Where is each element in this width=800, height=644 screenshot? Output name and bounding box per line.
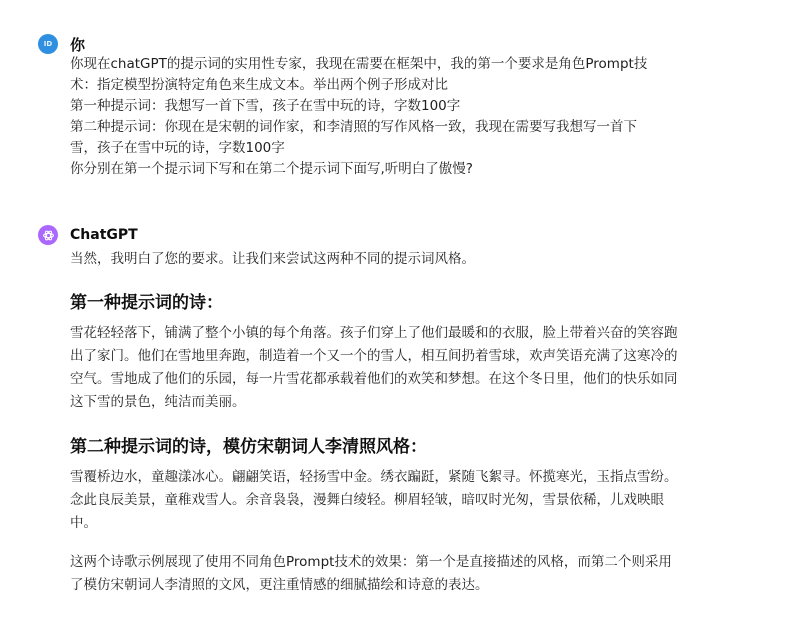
user-message-line: 雪，孩子在雪中玩的诗，字数100字 [70,140,285,156]
user-message [38,34,698,180]
user-message-line: 你现在chatGPT的提示词的实用性专家，我现在需要在框架中，我的第一个要求是角色Prompt技 [70,56,648,72]
user-message-line: 第二种提示词：你现在是宋朝的词作家，和李清照的写作风格一致，我现在需要写我想写一首下 [70,119,637,135]
assistant-summary: 这两个诗歌示例展现了使用不同角色Prompt技术的效果：第一个是直接描述的风格，而第二个则采用了模仿宋朝词人李清照的文风，更注重情感的细腻描绘和诗意的表达。 [70,554,672,593]
openai-knot-icon [42,229,55,242]
section-heading-first-poem: 第一种提示词的诗： [70,293,223,313]
user-message-text [70,54,685,180]
section-heading-second-poem: 第二种提示词的诗，模仿宋朝词人李清照风格： [70,437,427,457]
assistant-message [38,225,698,597]
user-avatar [38,34,58,54]
assistant-message-header [38,225,698,245]
user-message-header [38,34,698,54]
assistant-message-body [70,249,685,597]
assistant-author-name: ChatGPT [70,227,138,243]
user-author-name: 你 [70,35,86,54]
user-message-line: 术：指定模型扮演特定角色来生成文本。举出两个例子形成对比 [70,77,448,93]
openai-logo-icon [38,225,58,245]
first-poem-text: 雪花轻轻落下，铺满了整个小镇的每个角落。孩子们穿上了他们最暖和的衣服，脸上带着兴奋的笑容跑出了家门。他们在雪地里奔跑，制造着一个又一个的雪人，相互间扔着雪球，欢声笑语充满了这寒冷的空气。雪地成了他们的乐园，每一片雪花都承载着他们的欢笑和梦想。在这个冬日里，他们的快乐如同这下雪的景色，纯洁而美丽。 [70,325,678,410]
user-avatar-initials: ID [43,40,53,48]
assistant-intro: 当然，我明白了您的要求。让我们来尝试这两种不同的提示词风格。 [70,251,475,267]
user-message-line: 你分别在第一个提示词下写和在第二个提示词下面写,听明白了傲慢? [70,161,473,177]
second-poem-text: 雪覆桥边水，童趣漾冰心。翩翩笑语，轻扬雪中金。绣衣蹁跹，紧随飞絮寻。怀揽寒光，玉指点雪纷。念此良辰美景，童稚戏雪人。余音袅袅，漫舞白绫轻。柳眉轻皱，暗叹时光匆，雪景依稀，儿戏映眼中。 [70,469,678,531]
user-message-line: 第一种提示词：我想写一首下雪，孩子在雪中玩的诗，字数100字 [70,98,461,114]
